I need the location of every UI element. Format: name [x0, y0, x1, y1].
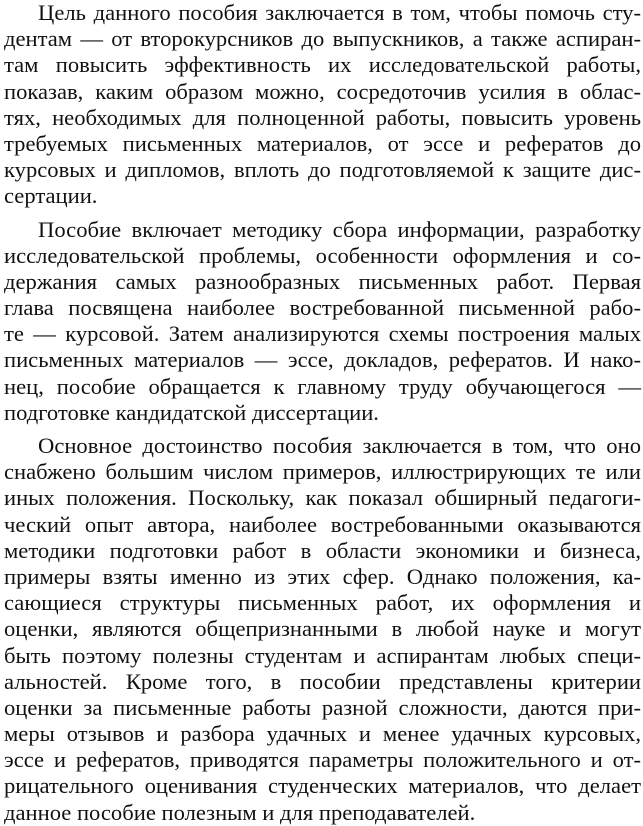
text-line: показав, каким образом можно, сосредоточив усилия в облас-: [4, 78, 641, 104]
text-line: сертации.: [4, 183, 98, 209]
text-line: примеры взяты именно из этих сфер. Однако положения, ка-: [4, 563, 641, 589]
text-line: Основное достоинство пособия заключается в том, что оно: [38, 433, 641, 458]
text-line: тях, необходимых для полноценной работы, повысить уровень: [4, 104, 641, 130]
text-line: иных положения. Поскольку, как показал обширный педагоги-: [4, 485, 641, 511]
text-line: письменных материалов — эссе, докладов, рефератов. И нако-: [4, 347, 641, 373]
text-line: данное пособие полезным и для преподавателей.: [4, 799, 476, 825]
document-page: [4, 0, 641, 826]
text-line: глава посвящена наиболее востребованной письменной рабо-: [4, 295, 641, 321]
paragraph-advantages: [4, 433, 641, 826]
text-line: ческий опыт автора, наиболее востребованными оказываются: [4, 511, 641, 537]
text-line: методики подготовки работ в области экономики и бизнеса,: [4, 537, 641, 563]
text-line: Цель данного пособия заключается в том, чтобы помочь сту-: [38, 0, 641, 25]
text-line: сающиеся структуры письменных работ, их оформления и: [4, 590, 641, 616]
text-line: курсовых и дипломов, вплоть до подготовляемой к защите дис-: [4, 157, 641, 183]
text-line: дентам — от второкурсников до выпускников, а также аспиран-: [4, 26, 641, 52]
paragraph-purpose: [4, 0, 641, 210]
text-line: рицательного оценивания студенческих материалов, что делает: [4, 773, 641, 799]
text-line: оценки, являются общепризнанными в любой науке и могут: [4, 616, 641, 642]
text-line: эссе и рефератов, приводятся параметры положительного и от-: [4, 747, 641, 773]
text-line: там повысить эффективность их исследовательской работы,: [4, 52, 641, 78]
text-line: быть поэтому полезны студентам и аспирантам любых специ-: [4, 642, 641, 668]
text-line: нец, пособие обращается к главному труду обучающегося —: [4, 373, 641, 399]
text-line: подготовке кандидатской диссертации.: [4, 399, 379, 425]
text-line: Пособие включает методику сбора информации, разработку: [38, 216, 641, 242]
paragraph-contents: [4, 217, 641, 427]
text-line: оценки за письменные работы разной сложности, даются при-: [4, 694, 641, 720]
text-line: те — курсовой. Затем анализируются схемы построения малых: [4, 321, 641, 347]
text-line: меры отзывов и разбора удачных и менее удачных курсовых,: [4, 721, 641, 747]
text-line: снабжено большим числом примеров, иллюстрирующих те или: [4, 459, 641, 485]
text-line: альностей. Кроме того, в пособии представлены критерии: [4, 668, 641, 694]
text-line: держания самых разнообразных письменных работ. Первая: [4, 268, 641, 294]
text-line: исследовательской проблемы, особенности оформления и со-: [4, 242, 641, 268]
text-line: требуемых письменных материалов, от эссе и рефератов до: [4, 130, 641, 156]
